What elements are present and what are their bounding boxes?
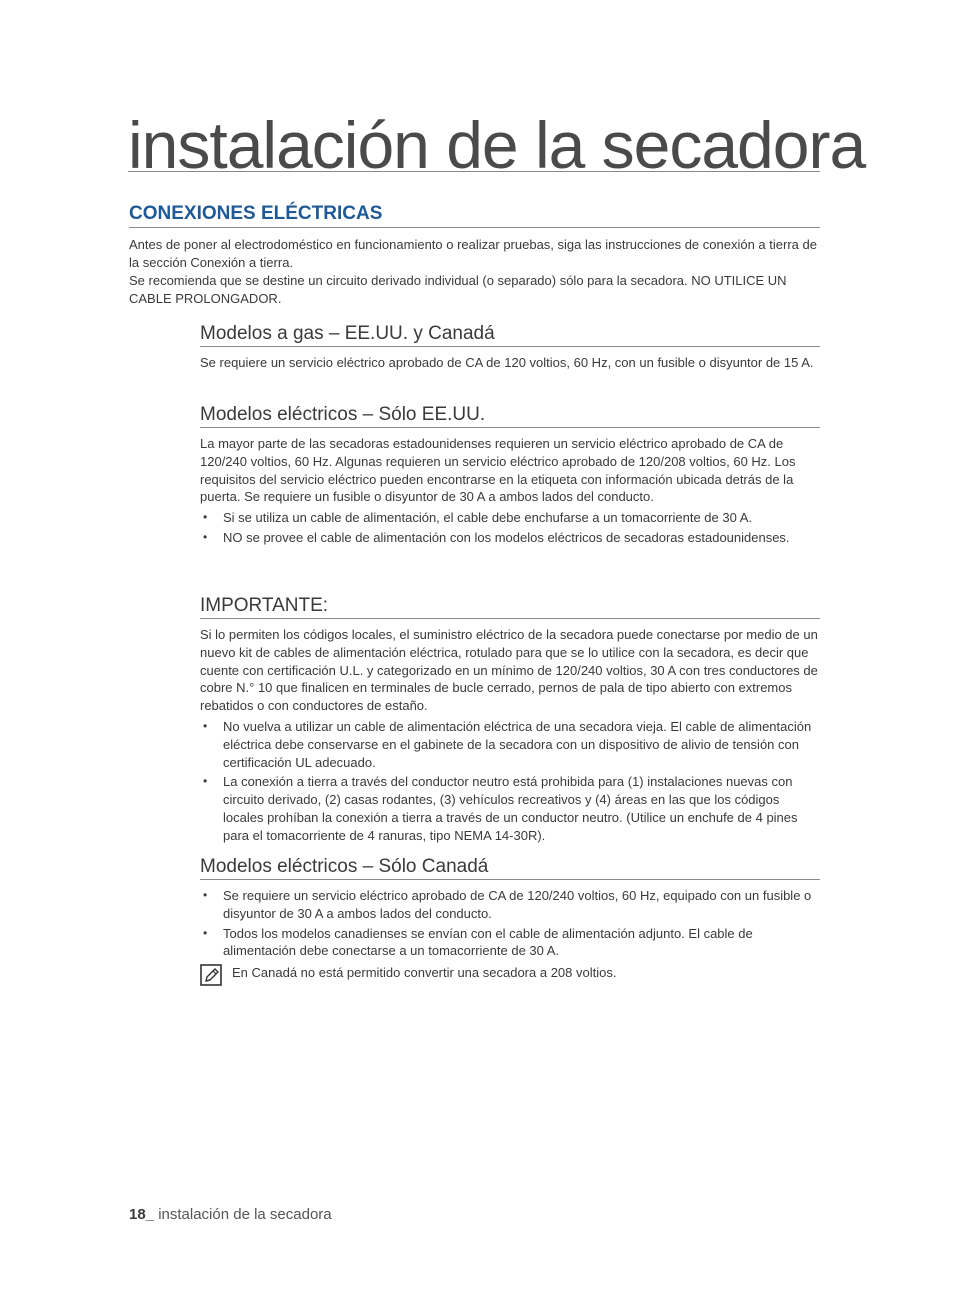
chapter-title: instalación de la secadora bbox=[128, 108, 866, 182]
gas-models-heading: Modelos a gas – EE.UU. y Canadá bbox=[200, 323, 820, 347]
important-section bbox=[200, 595, 820, 847]
bullet-icon: • bbox=[203, 718, 208, 733]
gas-models-section bbox=[200, 323, 820, 372]
page-footer bbox=[129, 1206, 332, 1223]
list-item: • Se requiere un servicio eléctrico aprobado de CA de 120/240 voltios, 60 Hz, equipado con un fusible o disyuntor de 30 A a ambos lados del conducto. bbox=[203, 888, 812, 921]
electric-canada-heading: Modelos eléctricos – Sólo Canadá bbox=[200, 856, 820, 880]
page-number: 18_ bbox=[129, 1206, 155, 1223]
important-text: Si lo permiten los códigos locales, el suministro eléctrico de la secadora puede conectarse por medio de un nuevo kit de cables de alimentación eléctrica, rotulado para que se lo utilice con la secadora, es decir que cuente con certificación U.L. y categorizado en un mínimo de 120/240 voltios, 30 A con tres conductores de cobre N.° 10 que finalicen en terminales de bucle cerrado, pernos de pala de tipo abierto con extremos rebatidos o con conductores de estaño. bbox=[200, 627, 818, 714]
electric-us-bullets bbox=[200, 509, 820, 547]
electric-us-section bbox=[200, 404, 820, 549]
bullet-icon: • bbox=[203, 888, 208, 902]
footer-label: instalación de la secadora bbox=[154, 1206, 332, 1223]
intro-paragraph: Antes de poner al electrodoméstico en funcionamiento o realizar pruebas, siga las instrucciones de conexión a tierra de la sección Conexión a tierra. bbox=[129, 237, 817, 270]
electric-us-heading: Modelos eléctricos – Sólo EE.UU. bbox=[200, 404, 820, 428]
electric-canada-bullets bbox=[200, 887, 820, 960]
list-item: • No vuelva a utilizar un cable de alimentación eléctrica de una secadora vieja. El cable de alimentación eléctrica debe conservarse en el gabinete de la secadora con un dispositivo de alivio de tensión con certificación UL adecuado. bbox=[203, 718, 812, 770]
list-item: • Todos los modelos canadienses se envían con el cable de alimentación adjunto. El cable de alimentación debe conectarse a un tomacorriente de 30 A. bbox=[203, 925, 753, 959]
list-item: • La conexión a tierra a través del conductor neutro está prohibida para (1) instalaciones nuevas con circuito derivado, (2) casas rodantes, (3) vehículos recreativos y (4) áreas en las que los códigos locales prohíban la conexión a tierra a través de un conductor neutro. (Utilice un enchufe de 4 pines para el tomacorriente de 4 ranuras, tipo NEMA 14-30R). bbox=[203, 774, 798, 843]
note bbox=[200, 964, 820, 986]
bullet-icon: • bbox=[203, 925, 208, 940]
intro-text bbox=[129, 236, 819, 308]
electric-canada-section bbox=[200, 856, 820, 986]
note-text: En Canadá no está permitido convertir una secadora a 208 voltios. bbox=[232, 965, 617, 981]
intro-paragraph: Se recomienda que se destine un circuito derivado individual (o separado) sólo para la secadora. NO UTILICE UN CABLE PROLONGADOR. bbox=[129, 273, 787, 306]
note-pencil-icon bbox=[200, 964, 222, 986]
bullet-icon: • bbox=[203, 510, 208, 525]
section-heading: CONEXIONES ELÉCTRICAS bbox=[129, 203, 820, 228]
gas-models-text: Se requiere un servicio eléctrico aprobado de CA de 120 voltios, 60 Hz, con un fusible o disyuntor de 15 A. bbox=[200, 355, 814, 370]
list-item: • Si se utiliza un cable de alimentación, el cable debe enchufarse a un tomacorriente de 30 A. bbox=[203, 510, 753, 526]
important-heading: IMPORTANTE: bbox=[200, 595, 820, 619]
chapter-title-rule bbox=[128, 171, 820, 172]
bullet-icon: • bbox=[203, 774, 208, 789]
electric-us-text: La mayor parte de las secadoras estadounidenses requieren un servicio eléctrico aprobado de CA de 120/240 voltios, 60 Hz. Algunas requieren un servicio eléctrico aprobado de 120/208 voltios, 60 Hz. Los requisitos del servicio eléctrico pueden encontrarse en la etiqueta con información ubicada detrás de la puerta. Se requiere un fusible o disyuntor de 30 A a ambos lados del conducto. bbox=[200, 436, 796, 505]
bullet-icon: • bbox=[203, 529, 208, 544]
list-item: • NO se provee el cable de alimentación con los modelos eléctricos de secadoras estadounidenses. bbox=[203, 529, 790, 545]
important-bullets bbox=[200, 718, 820, 845]
